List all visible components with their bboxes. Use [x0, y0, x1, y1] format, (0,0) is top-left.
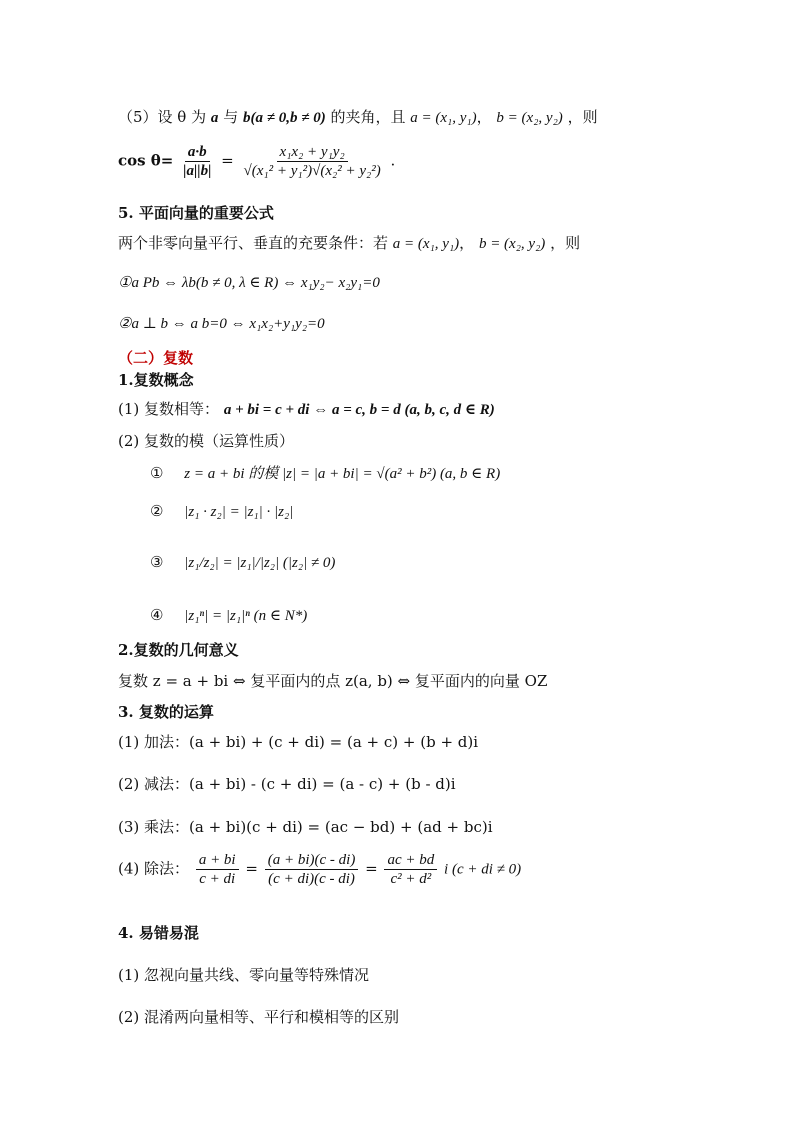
division-f2-numerator: (a + bi)(c - di) [265, 852, 359, 870]
vector-a-definition-2: a = (x₁, y₁) [392, 236, 460, 252]
addition-rule: (1) 加法：(a + bi) + (c + di) = (a + c) + (b + d)i [118, 733, 479, 751]
equals-sign: = [221, 151, 234, 170]
cos-lhs: cos θ= [118, 151, 174, 170]
complex-equality [118, 398, 495, 419]
equality-formula: a + bi = c + di ⇔ a = c, b = d (a, b, c, d ∈ R) [223, 402, 495, 418]
circled-1: ① [150, 464, 164, 482]
intro-text: 两个非零向量平行、垂直的充要条件：若 [118, 234, 389, 252]
coord-denominator: √(x₁² + y₁²)√(x₂² + y₂²) [243, 163, 381, 179]
subtraction-rule: (2) 减法：(a + bi) - (c + di) = (a - c) + (b - d)i [118, 775, 456, 793]
modulus-property-1-text: z = a + bi 的模 |z| = |a + bi| = √(a² + b²) (a, b ∈ R) [184, 466, 501, 482]
modulus-property-4 [150, 606, 307, 625]
modulus-property-1 [150, 462, 500, 483]
mistake-1: (1) 忽视向量共线、零向量等特殊情况 [118, 966, 370, 984]
division-tail: i (c + di ≠ 0) [444, 861, 522, 878]
perpendicular-condition: ②a ⊥ b ⇔ a b=0 ⇔ x₁x₂+y₁y₂=0 [118, 316, 325, 332]
modulus-property-4-text: |z₁ⁿ| = |z₁|ⁿ (n ∈ N*) [184, 608, 308, 624]
then-word: ，则 [567, 108, 598, 126]
common-mistakes-title: 4. 易错易混 [118, 924, 199, 942]
cos-formula [118, 144, 395, 179]
dot-fraction [180, 144, 214, 179]
mistake-2: (2) 混淆两向量相等、平行和模相等的区别 [118, 1008, 400, 1026]
circled-3: ③ [150, 553, 164, 571]
modulus-property-2 [150, 502, 293, 521]
division-fraction-2 [265, 852, 359, 887]
division-fraction-1 [196, 852, 239, 887]
division-f1-numerator: a + bi [196, 852, 239, 870]
complex-modulus-heading: (2) 复数的模（运算性质） [118, 432, 295, 450]
division-f3-numerator: ac + bd [384, 852, 437, 870]
vector-b-definition: b = (x₂, y₂) [496, 110, 563, 126]
coord-numerator: x₁x₂ + y₁y₂ [277, 144, 348, 162]
dot-denominator: |a||b| [183, 163, 212, 179]
circled-2: ② [150, 502, 164, 520]
circled-4: ④ [150, 606, 164, 624]
modulus-property-2-text: |z₁ · z₂| = |z₁| · |z₂| [184, 504, 294, 520]
parallel-perp-intro: 两个非零向量平行、垂直的充要条件：若 a = (x₁, y₁)， b = (x₂, y₂) ，则 [118, 234, 581, 252]
coord-fraction [241, 144, 384, 179]
parallel-condition: ①a Pb ⇔ λb(b ≠ 0, λ ∈ R) ⇔ x₁y₂− x₂y₁=0 [118, 275, 380, 291]
then-word-2: ，则 [550, 234, 581, 252]
angle-mid-text: 的夹角，且 [330, 108, 406, 126]
with-word: 与 [223, 108, 239, 126]
angle-prefix: （5）设 θ 为 [118, 108, 207, 126]
dot-numerator: a·b [185, 144, 210, 162]
geometric-meaning-title: 2.复数的几何意义 [118, 641, 239, 659]
complex-operations-title: 3. 复数的运算 [118, 703, 214, 721]
division-rule: (4) 除法： $\frac{a + bi}{c + di}$ = $\frac{(a + bi)(c - di)}{(c + di)(c - di)}$ = $\frac{ac + bd}{\text{c² + d²}}$ i (c + di ≠ 0) [118, 852, 522, 887]
complex-concept-title: 1.复数概念 [118, 371, 194, 389]
division-label: (4) 除法： [118, 859, 190, 878]
period: . [390, 151, 396, 170]
modulus-property-3 [150, 553, 335, 572]
equality-label: (1) 复数相等： [118, 400, 220, 418]
multiplication-rule: (3) 乘法：(a + bi)(c + di) = (ac − bd) + (ad + bc)i [118, 818, 493, 836]
geometric-meaning-text: 复数 z = a + bi ⇔ 复平面内的点 z(a, b) ⇔ 复平面内的向量 OZ [118, 672, 548, 690]
division-fraction-3 [384, 852, 437, 887]
vector-a-definition: a = (x₁, y₁) [410, 110, 477, 126]
angle-definition-line: （5）设 θ 为 a 与 b(a ≠ 0,b ≠ 0) 的夹角，且 a = (x₁, y₁)， b = (x₂, y₂) ，则 [118, 108, 598, 126]
division-f3-denominator: c² + d² [390, 871, 432, 887]
division-f2-denominator: (c + di)(c - di) [268, 871, 355, 887]
vector-b-condition: b(a ≠ 0,b ≠ 0) [242, 110, 326, 126]
part-2-title: （二）复数 [118, 349, 194, 367]
vector-a: a [210, 110, 219, 126]
modulus-property-3-text: |z₁/z₂| = |z₁|/|z₂| (|z₂| ≠ 0) [184, 555, 336, 571]
section-5-title: 5. 平面向量的重要公式 [118, 204, 274, 222]
vector-b-definition-2: b = (x₂, y₂) [478, 236, 546, 252]
division-f1-denominator: c + di [199, 871, 236, 887]
